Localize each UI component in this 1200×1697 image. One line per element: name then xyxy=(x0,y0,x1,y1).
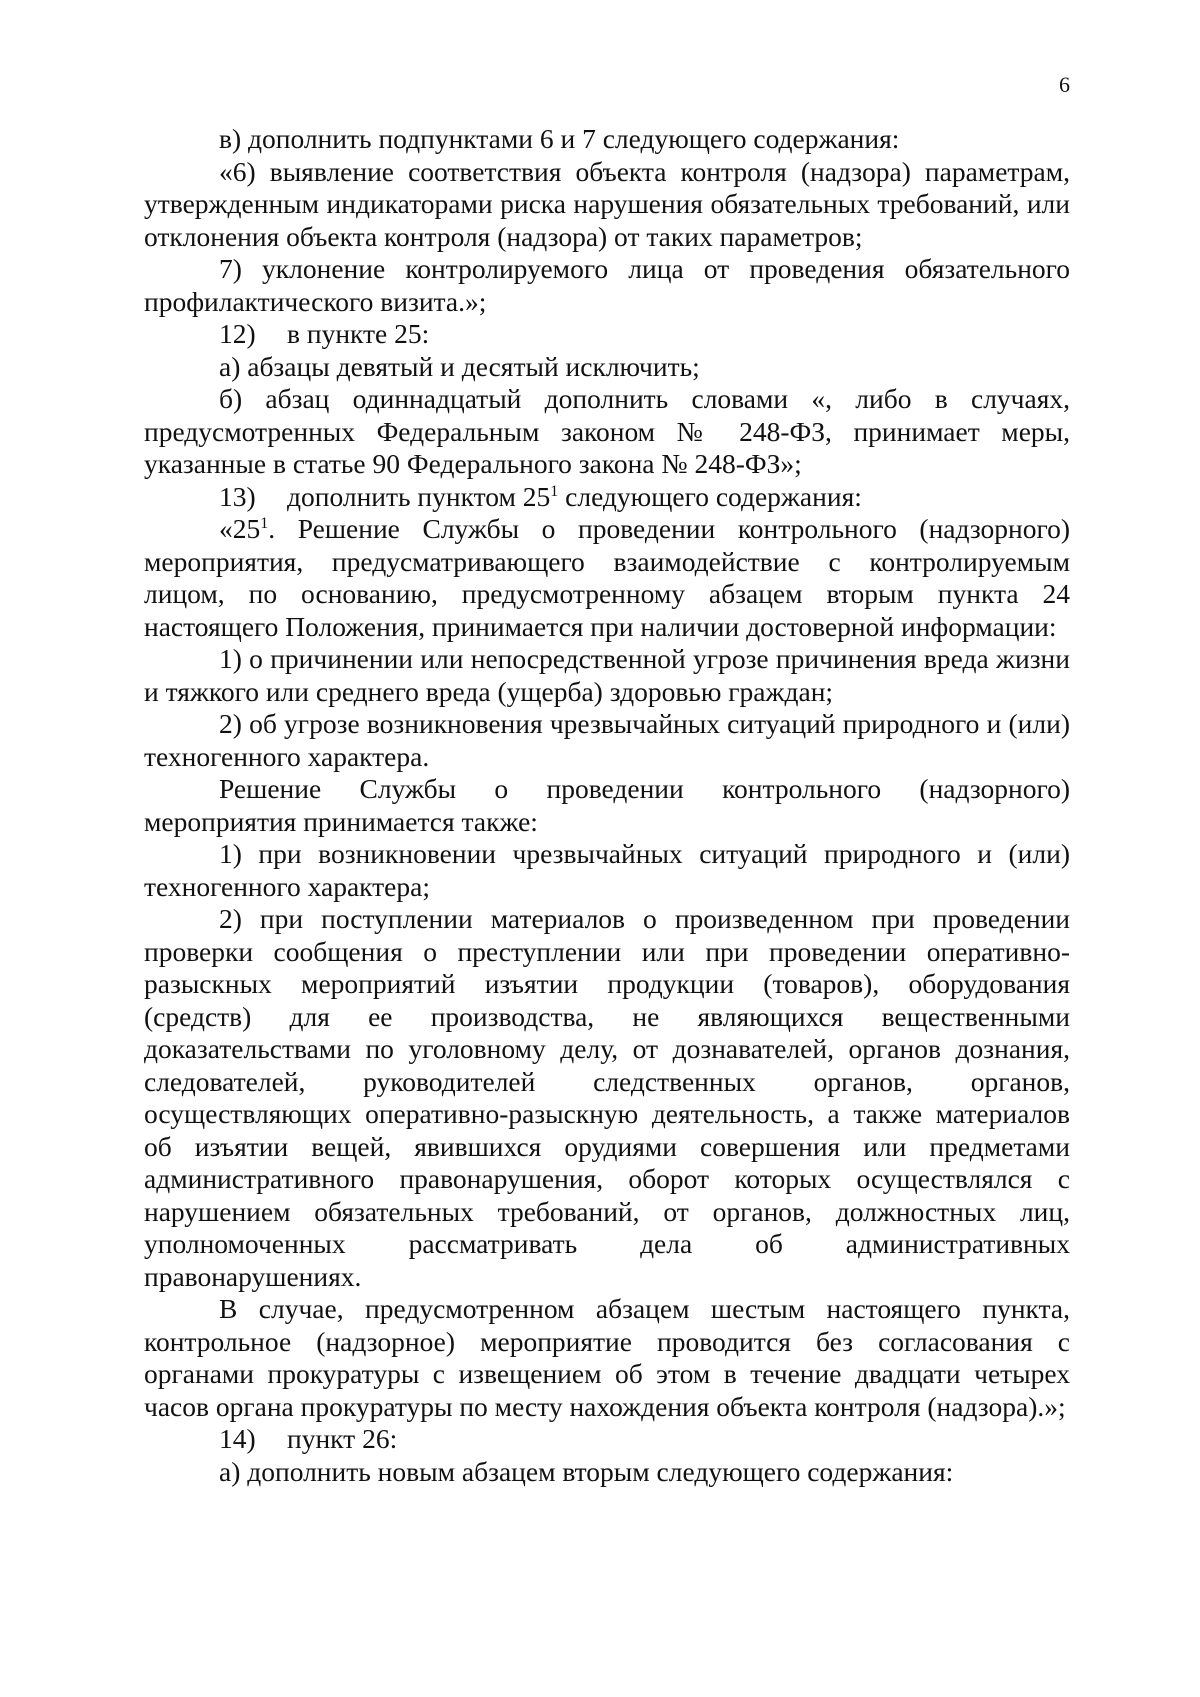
superscript: 1 xyxy=(260,514,269,532)
item-14 xyxy=(144,1423,1070,1456)
page-number: 6 xyxy=(1059,72,1070,97)
item-text-cont: следующего содержания: xyxy=(558,480,862,512)
item-number: 14) xyxy=(219,1423,256,1454)
subitem-b: б) абзац одиннадцатый дополнить словами «, либо в случаях, предусмотренных Федеральным законом № 248-ФЗ, принимает меры, указанные в статье 90 Федерального закона № 248-ФЗ»; xyxy=(144,383,1070,479)
paragraph-text: . Решение Службы о проведении контрольного (надзорного) мероприятия, предусматривающего взаимодействие с контролируемым лицом, по основанию, предусмотренному абзацем вторым пункта 24 настоящего Положения, принимается при наличии достоверной информации: xyxy=(144,513,1070,642)
item-text: в пункте 25: xyxy=(287,318,430,349)
paragraph-also-2: 2) при поступлении материалов о произведенном при проведении проверки сообщения о преступлении или при проведении оперативно-разыскных мероприятий изъятии продукции (товаров), оборудования (средств) для ее производства, не являющихся вещественными доказательствами по уголовному делу, от дознавателей, органов дознания, следователей, руководителей следственных органов, органов, осуществляющих оперативно-разыскную деятельность, а также материалов об изъятии вещей, явившихся орудиями совершения или предметами административного правонарушения, оборот которых осуществлялся с нарушением обязательных требований, от органов, должностных лиц, уполномоченных рассматривать дела об административных правонарушениях. xyxy=(144,903,1070,1292)
paragraph-start: «25 xyxy=(219,513,261,544)
paragraph-list-1: 1) о причинении или непосредственной угрозе причинения вреда жизни и тяжкого или среднего вреда (ущерба) здоровью граждан; xyxy=(144,643,1070,707)
paragraph-item-6: «6) выявление соответствия объекта контроля (надзора) параметрам, утвержденным индикаторами риска нарушения обязательных требований, или отклонения объекта контроля (надзора) от таких параметров; xyxy=(144,155,1070,252)
item-12 xyxy=(144,318,1070,351)
item-text: дополнить пунктом 25 xyxy=(287,480,551,512)
item-number: 12) xyxy=(219,318,256,349)
superscript: 1 xyxy=(550,482,559,500)
paragraph-case: В случае, предусмотренном абзацем шестым настоящего пункта, контрольное (надзорное) мероприятие проводится без согласования с органами прокуратуры с извещением об этом в течение двадцати четырех часов органа прокуратуры по месту нахождения объекта контроля (надзора).»; xyxy=(144,1293,1070,1422)
paragraph-also: Решение Службы о проведении контрольного (надзорного) мероприятия принимается также: xyxy=(144,773,1070,837)
item-number: 13) xyxy=(219,480,256,512)
subitem-v: в) дополнить подпунктами 6 и 7 следующего содержания: xyxy=(219,123,900,154)
document-body xyxy=(144,123,1070,1488)
subitem-a: а) абзацы девятый и десятый исключить; xyxy=(219,350,700,382)
item-13 xyxy=(144,481,1070,514)
paragraph-item-7: 7) уклонение контролируемого лица от проведения обязательного профилактического визита.»; xyxy=(144,253,1070,317)
paragraph-list-2: 2) об угрозе возникновения чрезвычайных ситуаций природного и (или) техногенного характера. xyxy=(144,708,1070,772)
item-text: пункт 26: xyxy=(287,1423,398,1454)
paragraph-also-1: 1) при возникновении чрезвычайных ситуаций природного и (или) техногенного характера; xyxy=(144,838,1070,902)
paragraph-25-1 xyxy=(144,513,1070,643)
subitem-a-2: а) дополнить новым абзацем вторым следующего содержания: xyxy=(219,1455,954,1487)
